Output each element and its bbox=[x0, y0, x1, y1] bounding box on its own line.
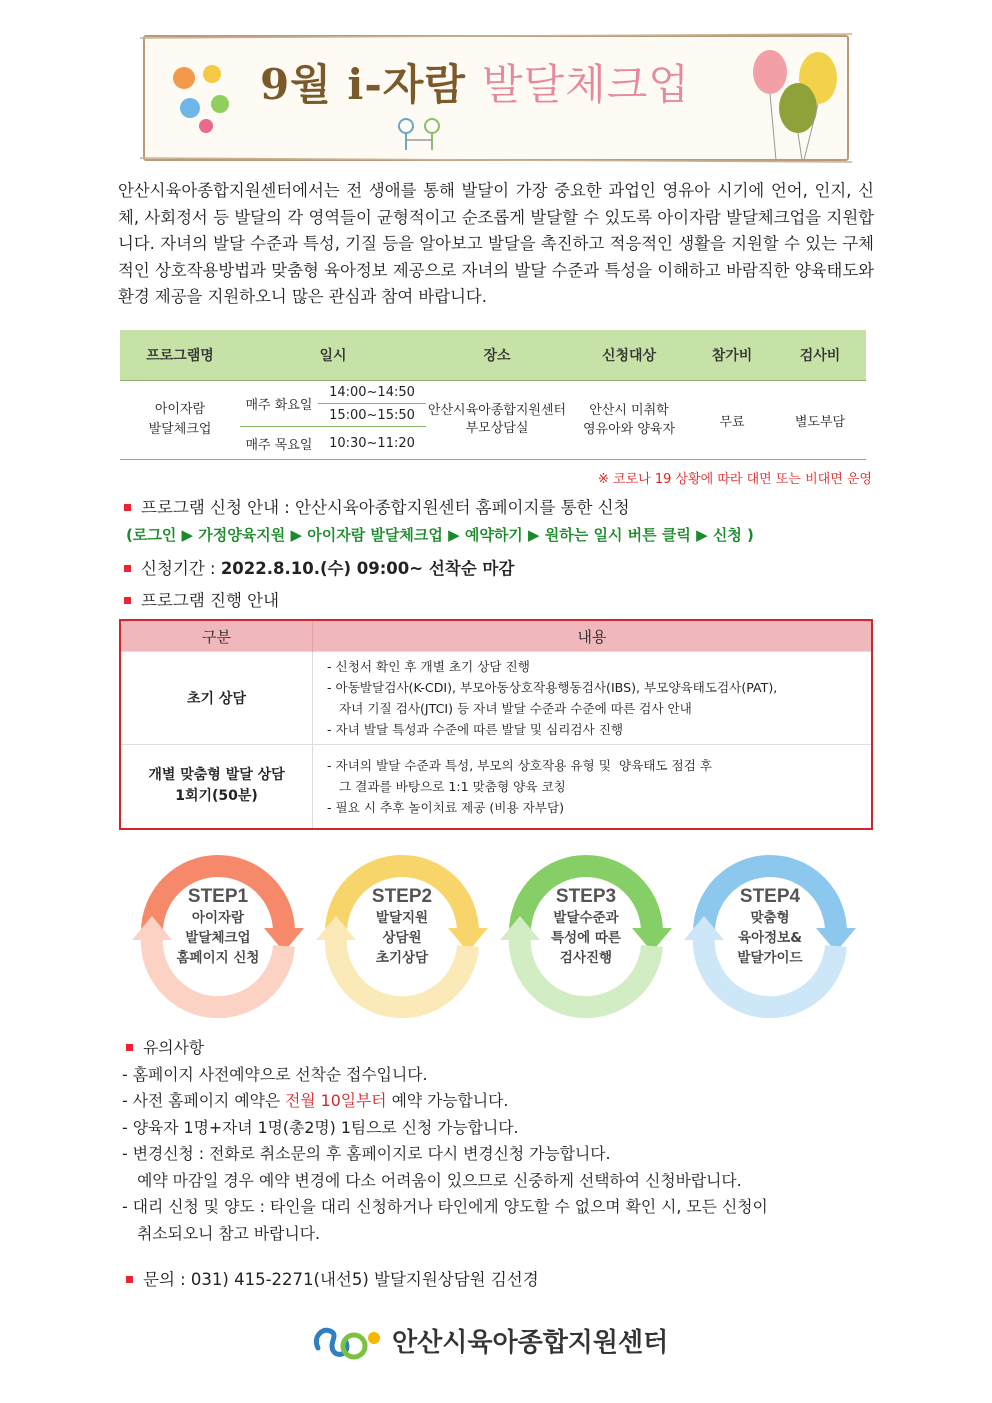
test-fee: 별도부담 bbox=[774, 381, 866, 460]
bullet-icon bbox=[126, 1276, 133, 1283]
notice-item: - 사전 홈페이지 예약은 전월 10일부터 예약 가능합니다. bbox=[122, 1091, 509, 1110]
header-program: 프로그램명 bbox=[120, 330, 240, 381]
category-initial: 초기 상담 bbox=[120, 652, 313, 745]
time-slot-2: 15:00~15:50 bbox=[318, 404, 426, 427]
notice-item: - 양육자 1명+자녀 1명(총2명) 1팀으로 신청 가능합니다. bbox=[122, 1117, 519, 1137]
notice-item: 취소되오니 참고 바랍니다. bbox=[122, 1223, 320, 1243]
apply-guide: 프로그램 신청 안내 : 안산시육아종합지원센터 홈페이지를 통한 신청 bbox=[120, 494, 630, 518]
step-description: 발달체크업 bbox=[185, 930, 251, 946]
step-description: 초기상담 bbox=[375, 950, 429, 966]
process-steps bbox=[130, 848, 870, 1018]
day-tuesday: 매주 화요일 bbox=[240, 381, 318, 427]
target: 안산시 미취학 영유아와 양육자 bbox=[568, 381, 690, 460]
intro-paragraph: 안산시육아종합지원센터에서는 전 생애를 통해 발달이 가장 중요한 과업인 영유아 시기에 언어, 인지, 신체, 사회정서 등 발달의 각 영역들이 균형적이고 순조롭게 발달할 수 있도록 아이자람 발달체크업을 지원합니다. 자녀의 발달 수준과 특성, 기질 등을 알아보고 발달을 촉진하고 적응적인 생활을 지원할 수 있는 구체적인 상호작용방법과 맞춤형 육아정보 제공으로 자녀의 발달 수준과 특성을 이해하고 바람직한 양육태도와 환경 제공을 지원하오니 많은 관심과 참여 바랍니다. bbox=[118, 181, 874, 306]
day-thursday: 매주 목요일 bbox=[240, 427, 318, 460]
notice-item: 예약 마감일 경우 예약 변경에 다소 어려움이 있으므로 신중하게 선택하여 신청바랍니다. bbox=[122, 1170, 742, 1190]
banner-title: 9월 i-자람 발달체크업 bbox=[260, 60, 690, 109]
notices-title: 유의사항 bbox=[122, 1035, 768, 1062]
step-1 bbox=[158, 886, 278, 968]
covid-note: ※ 코로나 19 상황에 따라 대면 또는 비대면 운영 bbox=[598, 472, 872, 487]
progress-row bbox=[120, 745, 872, 829]
notices bbox=[122, 1035, 768, 1247]
step-description: 특성에 따른 bbox=[551, 930, 621, 946]
header-banner bbox=[140, 30, 852, 166]
header-target: 신청대상 bbox=[568, 330, 690, 381]
contact-info: 문의 : 031) 415-2271(내선5) 발달지원상담원 김선경 bbox=[122, 1266, 539, 1290]
header-test-fee: 검사비 bbox=[774, 330, 866, 381]
step-label: STEP3 bbox=[555, 886, 617, 907]
bullet-icon bbox=[126, 1044, 133, 1051]
bullet-icon bbox=[124, 565, 131, 572]
header-datetime: 일시 bbox=[240, 330, 426, 381]
notice-item: - 홈페이지 사전예약으로 선착순 접수입니다. bbox=[122, 1064, 428, 1084]
step-description: 홈페이지 신청 bbox=[176, 950, 260, 966]
step-description: 발달지원 bbox=[375, 910, 429, 926]
header-content: 내용 bbox=[313, 620, 873, 652]
progress-title: 프로그램 진행 안내 bbox=[120, 587, 279, 611]
header-category: 구분 bbox=[120, 620, 313, 652]
kids-drawing-icon bbox=[390, 116, 450, 166]
center-logo-icon bbox=[310, 1318, 386, 1362]
time-slot-3: 10:30~11:20 bbox=[318, 427, 426, 460]
program-name: 아이자람 발달체크업 bbox=[120, 381, 240, 460]
step-description: 발달수준과 bbox=[553, 910, 619, 926]
apply-period: 신청기간 : 2022.8.10.(수) 09:00~ 선착순 마감 bbox=[120, 555, 514, 579]
bullet-icon bbox=[124, 597, 131, 604]
fee: 무료 bbox=[690, 381, 774, 460]
content-individual: - 자녀의 발달 수준과 특성, 부모의 상호작용 유형 및 양육태도 점검 후 그 결과를 바탕으로 1:1 맞춤형 양육 코칭 - 필요 시 추후 놀이치료 제공 (비용 자부담) bbox=[313, 745, 873, 829]
step-description: 발달가이드 bbox=[737, 950, 803, 966]
step-description: 검사진행 bbox=[559, 950, 613, 966]
step-2 bbox=[342, 886, 462, 968]
notice-item: - 대리 신청 및 양도 : 타인을 대리 신청하거나 타인에게 양도할 수 없으며 확인 시, 모든 신청이 bbox=[122, 1197, 768, 1216]
time-slot-1: 14:00~14:50 bbox=[318, 381, 426, 404]
step-description: 육아정보& bbox=[738, 930, 802, 946]
step-label: STEP4 bbox=[739, 886, 801, 907]
header-fee: 참가비 bbox=[690, 330, 774, 381]
schedule-row bbox=[120, 381, 866, 404]
step-3 bbox=[526, 886, 646, 968]
handprints-icon bbox=[162, 56, 242, 136]
apply-path: (로그인 ▶ 가정양육지원 ▶ 아이자람 발달체크업 ▶ 예약하기 ▶ 원하는 일시 버튼 클릭 ▶ 신청 ) bbox=[126, 526, 754, 544]
progress-table bbox=[119, 619, 873, 830]
schedule-table bbox=[120, 330, 866, 460]
progress-row bbox=[120, 652, 872, 745]
step-label: STEP1 bbox=[187, 886, 249, 907]
schedule-header-row bbox=[120, 330, 866, 381]
step-description: 맞춤형 bbox=[750, 910, 790, 926]
step-label: STEP2 bbox=[371, 886, 433, 907]
bullet-icon bbox=[124, 504, 131, 511]
place: 안산시육아종합지원센터 부모상담실 bbox=[426, 381, 568, 460]
footer-logo bbox=[310, 1318, 690, 1362]
category-individual: 개별 맞춤형 발달 상담 1회기(50분) bbox=[120, 745, 313, 829]
step-description: 아이자람 bbox=[191, 910, 245, 926]
balloons-icon bbox=[740, 30, 850, 166]
center-name: 안산시육아종합지원센터 bbox=[392, 1328, 669, 1358]
notice-item: - 변경신청 : 전화로 취소문의 후 홈페이지로 다시 변경신청 가능합니다. bbox=[122, 1144, 611, 1163]
progress-header-row bbox=[120, 620, 872, 652]
step-4 bbox=[710, 886, 830, 968]
header-place: 장소 bbox=[426, 330, 568, 381]
step-description: 상담원 bbox=[382, 930, 422, 946]
content-initial: - 신청서 확인 후 개별 초기 상담 진행 - 아동발달검사(K-CDI), 부모아동상호작용행동검사(IBS), 부모양육태도검사(PAT), 자녀 기질 검사(JTCI) 등 자녀 발달 수준과 수준에 따른 검사 안내 - 자녀 발달 특성과 수준에 따른 발달 및 심리검사 진행 bbox=[313, 652, 873, 745]
